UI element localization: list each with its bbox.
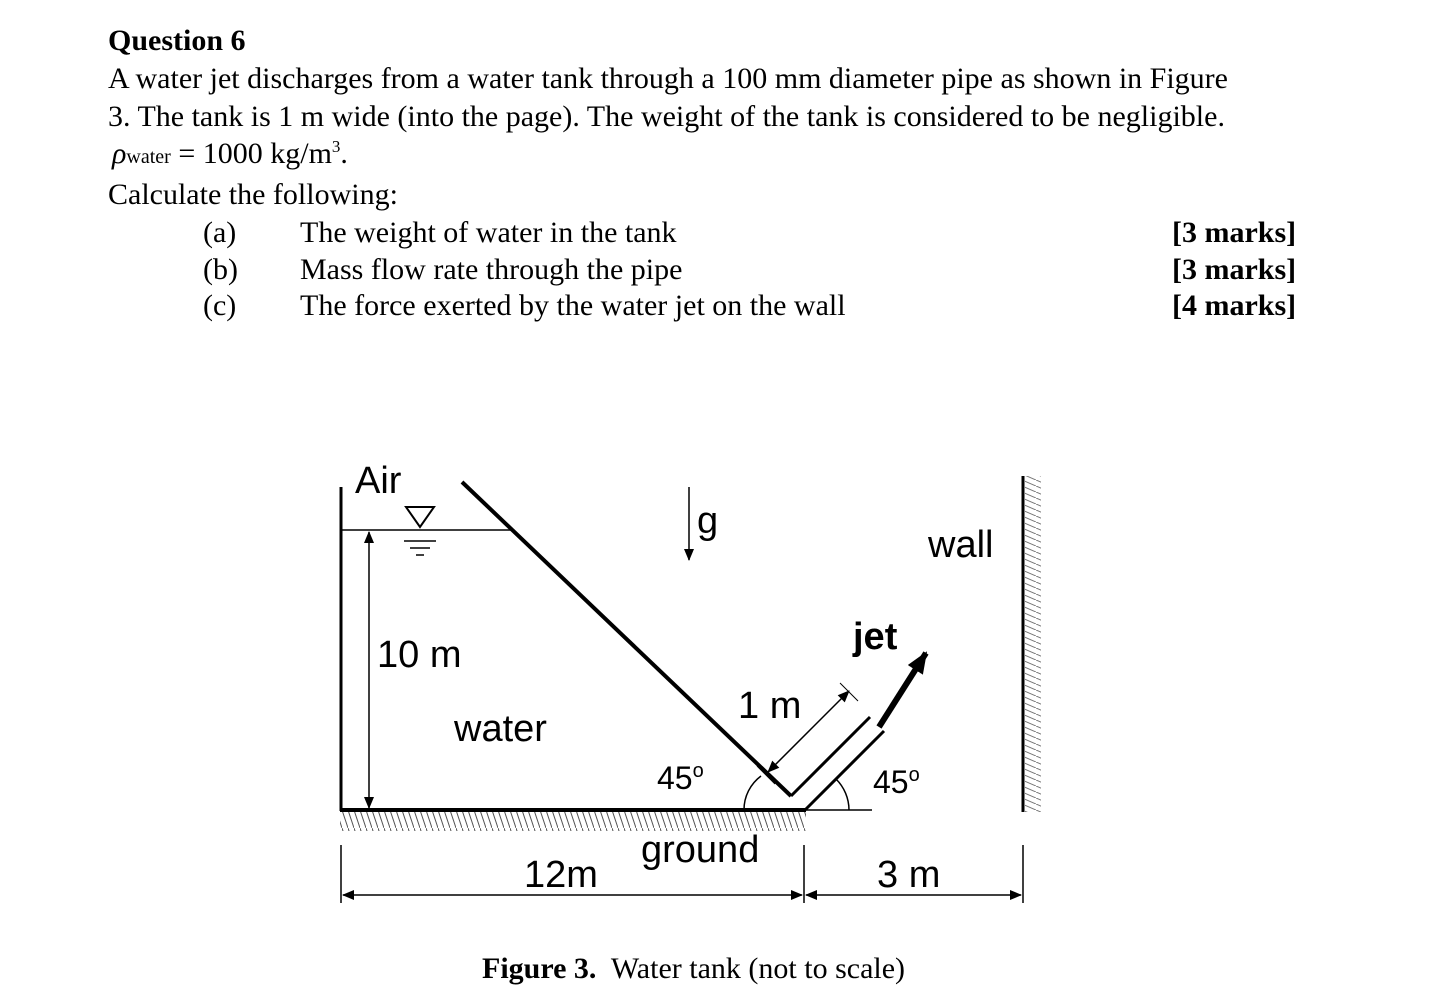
calc-heading: Calculate the following: bbox=[108, 178, 398, 211]
label-wall: wall bbox=[928, 524, 994, 566]
rho-value: = 1000 kg/m bbox=[178, 137, 332, 170]
jet-arrow bbox=[879, 653, 926, 727]
label-angle-right bbox=[873, 764, 920, 800]
label-angle-left bbox=[657, 760, 704, 796]
label-gravity: g bbox=[697, 500, 719, 542]
part-c-text: The force exerted by the water jet on the wall bbox=[300, 289, 846, 322]
question-title: Question 6 bbox=[108, 24, 246, 57]
part-a-text: The weight of water in the tank bbox=[300, 216, 677, 249]
intro-line-2: 3. The tank is 1 m wide (into the page). The weight of the tank is considered to be negligible. bbox=[108, 100, 1225, 133]
ground-hatch bbox=[340, 811, 806, 831]
angle-left-value: 45 bbox=[657, 760, 693, 796]
part-a-label: (a) bbox=[203, 216, 237, 249]
angle-arc-left bbox=[744, 776, 761, 810]
free-surface-triangle-icon bbox=[406, 507, 434, 527]
figure-caption bbox=[482, 952, 905, 986]
rho-symbol: ρ bbox=[112, 137, 127, 170]
caption-bold: Figure 3. bbox=[482, 952, 597, 985]
label-pipe-length: 1 m bbox=[738, 685, 802, 727]
rho-end: . bbox=[340, 137, 348, 170]
label-jet: jet bbox=[853, 616, 898, 658]
label-air: Air bbox=[355, 460, 402, 502]
angle-arc-right bbox=[836, 779, 849, 810]
part-c-marks: [4 marks] bbox=[1172, 289, 1297, 322]
label-height: 10 m bbox=[377, 634, 462, 676]
label-width: 12m bbox=[524, 854, 598, 896]
label-wall-distance: 3 m bbox=[877, 854, 941, 896]
rho-subscript: water bbox=[126, 146, 171, 168]
part-b-marks: [3 marks] bbox=[1172, 253, 1297, 286]
rho-exponent: 3 bbox=[331, 137, 341, 156]
caption-text: Water tank (not to scale) bbox=[596, 952, 906, 985]
angle-left-degree: o bbox=[692, 760, 704, 782]
intro-line-1: A water jet discharges from a water tank through a 100 mm diameter pipe as shown in Figure bbox=[108, 62, 1228, 95]
part-a-marks: [3 marks] bbox=[1172, 216, 1297, 249]
angle-right-degree: o bbox=[908, 764, 920, 786]
part-b-text: Mass flow rate through the pipe bbox=[300, 253, 683, 286]
angle-right-value: 45 bbox=[873, 764, 909, 800]
part-b-label: (b) bbox=[203, 253, 238, 286]
label-ground: ground bbox=[641, 829, 760, 871]
label-water: water bbox=[454, 708, 547, 750]
wall-hatch bbox=[1025, 476, 1041, 812]
part-c-label: (c) bbox=[203, 289, 237, 322]
